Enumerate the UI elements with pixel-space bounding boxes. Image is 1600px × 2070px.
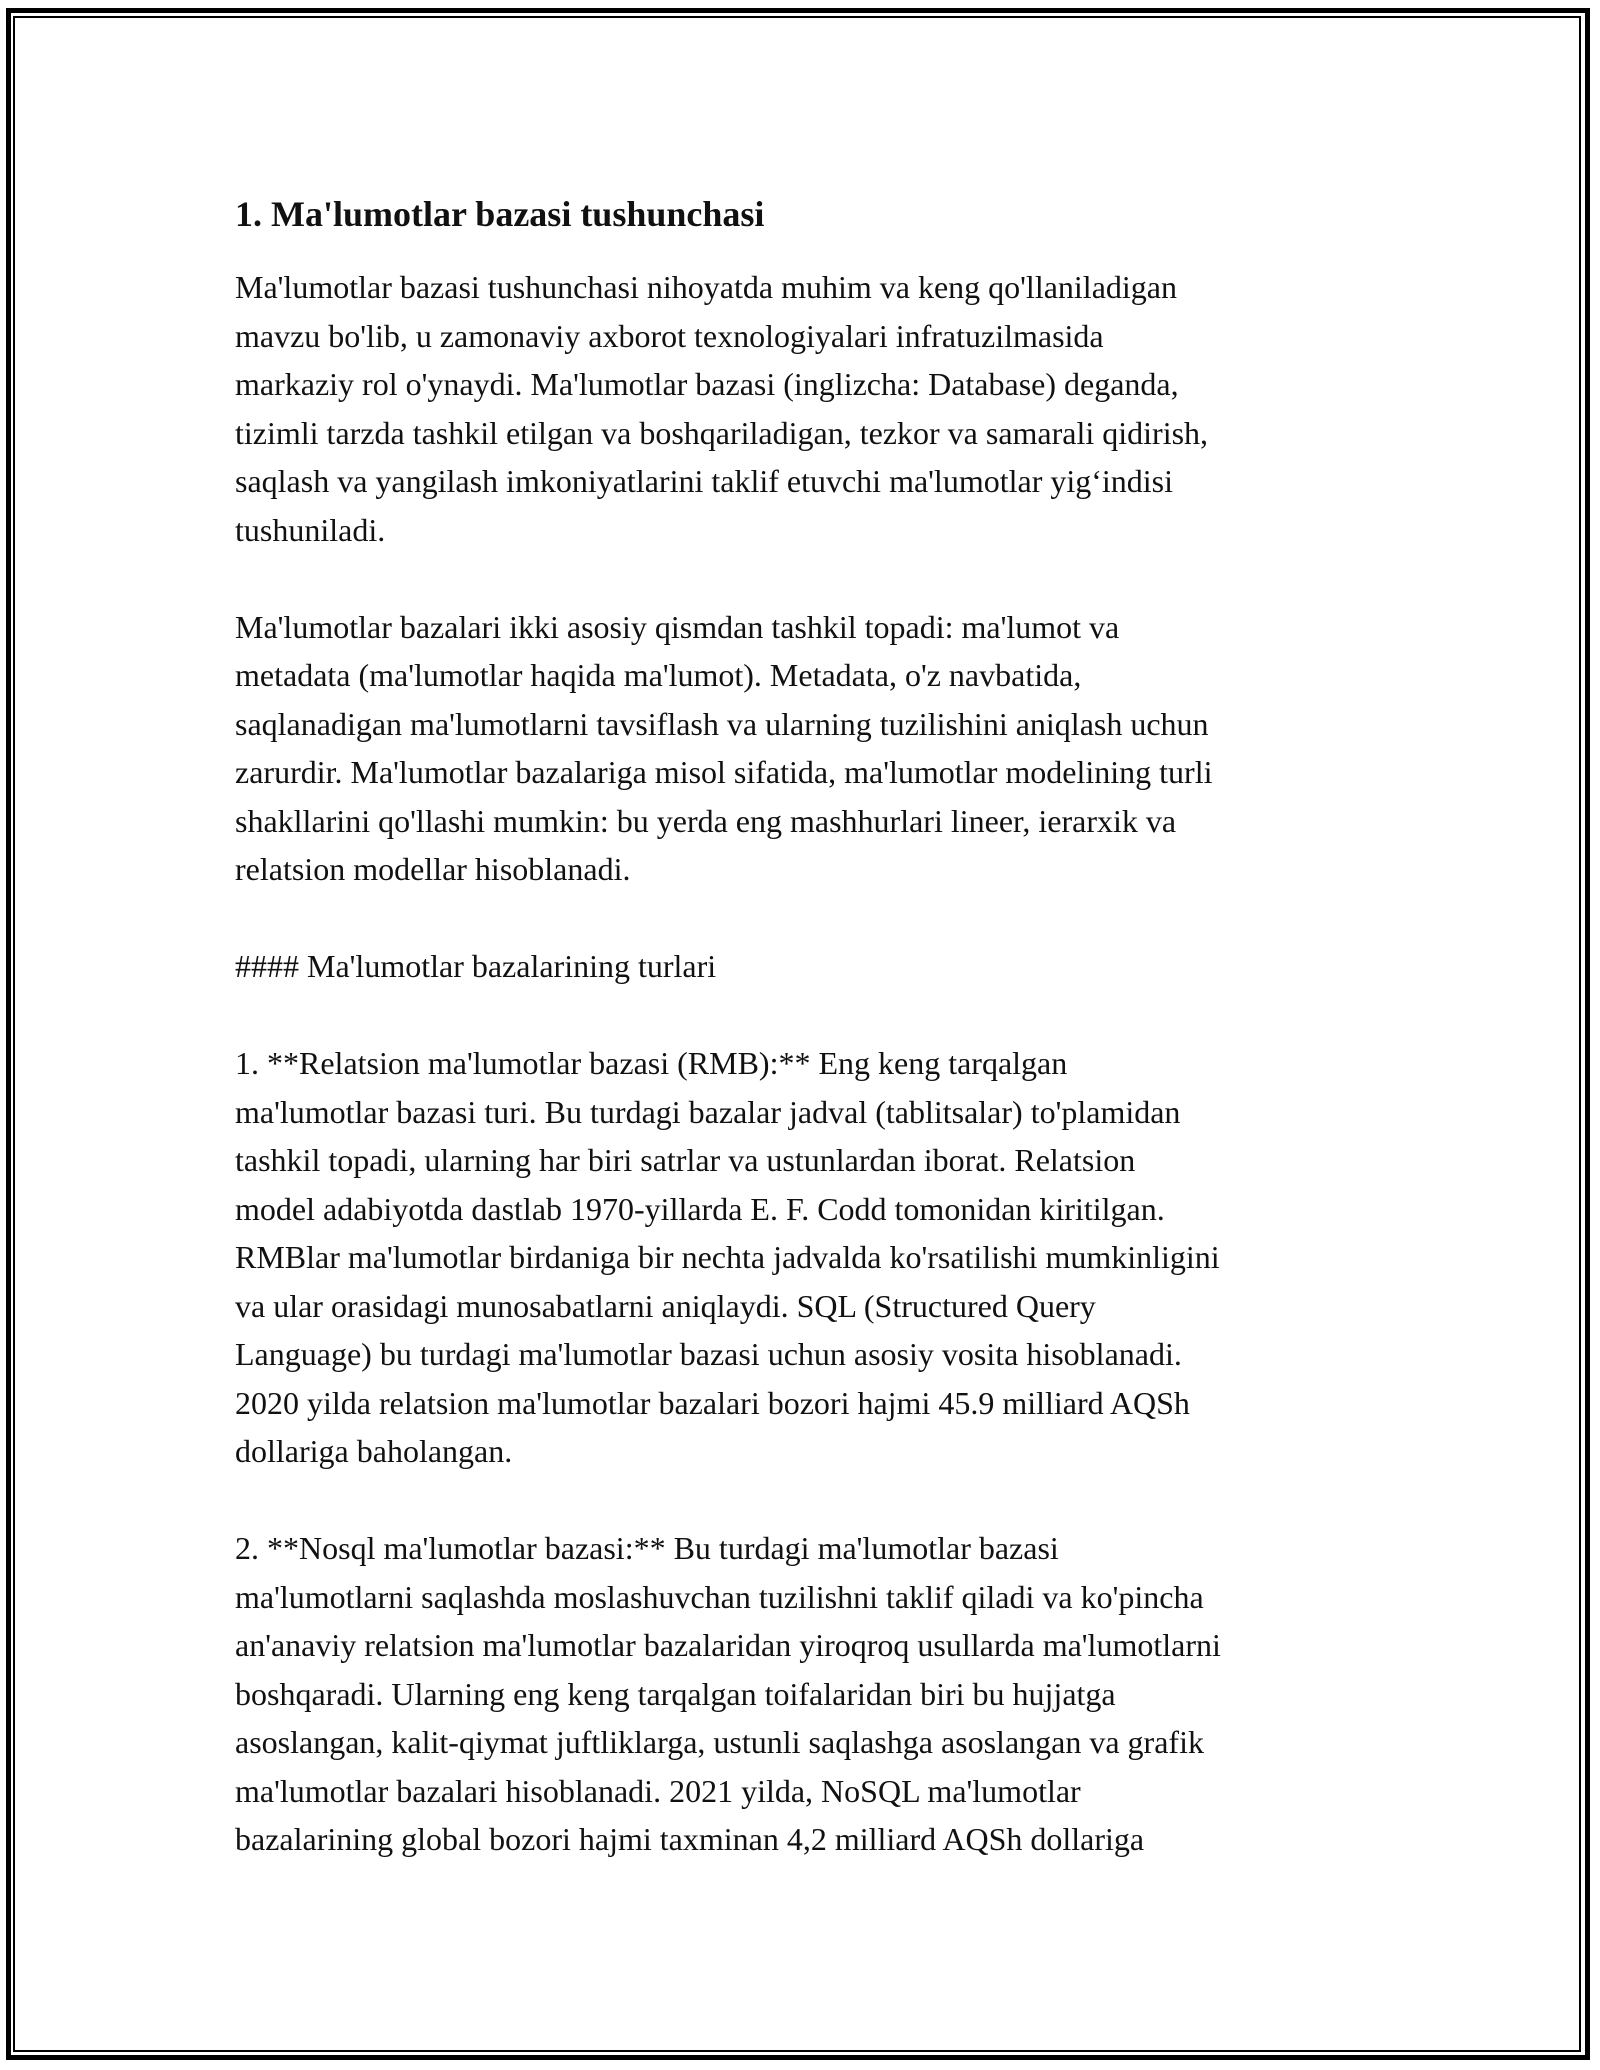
paragraph-structure: Ma'lumotlar bazalari ikki asosiy qismdan tashkil topadi: ma'lumot va metadata (ma'lumotlar haqida ma'lumot). Metadata, o'z navbatida, saqlanadigan ma'lumotlarni tavsiflash va ularning tuzilishini aniqlash uchun zarurdir. Ma'lumotlar bazalariga misol sifatida, ma'lumotlar modelining turli shakllarini qo'llashi mumkin: bu yerda eng mashhurlari lineer, ierarxik va relatsion modellar hisoblanadi. xyxy=(235,608,1213,887)
paragraph-intro: Ma'lumotlar bazasi tushunchasi nihoyatda muhim va keng qo'llaniladigan mavzu bo'lib, u zamonaviy axborot texnologiyalari infratuzilmasida markaziy rol o'ynaydi. Ma'lumotlar bazasi (inglizcha: Database) deganda, tizimli tarzda tashkil etilgan va boshqariladigan, tezkor va samarali qidirish, saqlash va yangilash imkoniyatlarini taklif etuvchi ma'lumotlar yig‘indisi tushuniladi. xyxy=(235,269,1209,548)
document-body xyxy=(235,185,1375,1864)
subheading-database-types: #### Ma'lumotlar bazalarining turlari xyxy=(235,948,717,984)
paragraph-nosql-db: 2. **Nosql ma'lumotlar bazasi:** Bu turdagi ma'lumotlar bazasi ma'lumotlarni saqlashda moslashuvchan tuzilishni taklif qiladi va ko'pincha an'anaviy relatsion ma'lumotlar bazalaridan yiroqroq usullarda ma'lumotlarni boshqaradi. Ularning eng keng tarqalgan toifalaridan biri bu hujjatga asoslangan, kalit-qiymat juftliklarga, ustunli saqlashga asoslangan va grafik ma'lumotlar bazalari hisoblanadi. 2021 yilda, NoSQL ma'lumotlar bazalarining global bozori hajmi taxminan 4,2 milliard AQSh dollariga xyxy=(235,1530,1221,1857)
section-heading: 1. Ma'lumotlar bazasi tushunchasi xyxy=(235,194,765,234)
paragraph-relational-db: 1. **Relatsion ma'lumotlar bazasi (RMB):** Eng keng tarqalgan ma'lumotlar bazasi turi. Bu turdagi bazalar jadval (tablitsalar) to'plamidan tashkil topadi, ularning har biri satrlar va ustunlardan iborat. Relatsion model adabiyotda dastlab 1970-yillarda E. F. Codd tomonidan kiritilgan. RMBlar ma'lumotlar birdaniga bir nechta jadvalda ko'rsatilishi mumkinligini va ular orasidagi munosabatlarni aniqlaydi. SQL (Structured Query Language) bu turdagi ma'lumotlar bazasi uchun asosiy vosita hisoblanadi. 2020 yilda relatsion ma'lumotlar bazalari bozori hajmi 45.9 milliard AQSh dollariga baholangan. xyxy=(235,1045,1220,1469)
